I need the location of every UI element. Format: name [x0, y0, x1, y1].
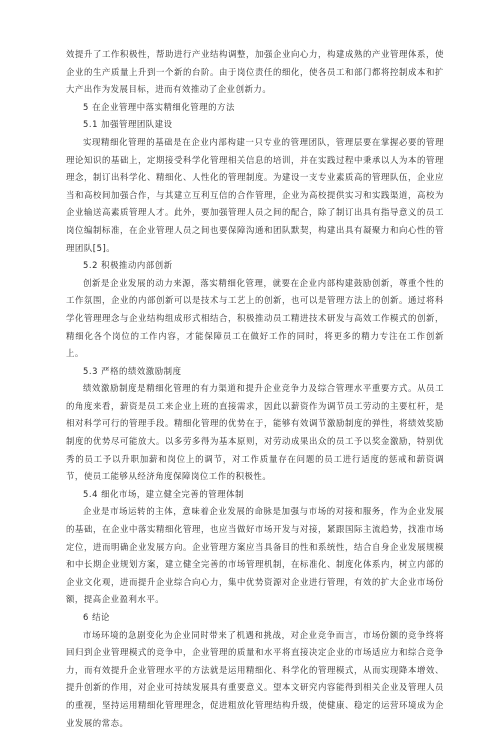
body-paragraph: 绩效激励制度是精细化管理的有力渠道和提升企业竞争力及综合管理水平重要方式。从员工的角度来看，薪资是员工来企业上班的直接需求，因此以薪资作为调节员工劳动的主要杠杆，是相对科学可行的管理手段。精细化管理的优势在于，能够有效调节激励制度的弹性，将绩效奖励制度的优势尽可能放大。以多劳多得为基本原则，对劳动成果出众的员工予以奖金激励，特别优秀的员工予以升职加薪和岗位上的调节，对工作质量存在问题的员工进行适度的惩戒和薪资调节，使员工能够从经济角度保障岗位工作的积极性。	[66, 383, 444, 482]
section-heading: 5 在企业管理中落实精细化管理的方法	[83, 101, 235, 112]
body-paragraph: 实现精细化管理的基础是在企业内部构建一只专业的管理团队，管理层要在掌握必要的管理理论知识的基础上，定期接受科学化管理相关信息的培训，并在实践过程中秉承以人为本的管理理念，制订出科学化、精细化、人性化的管理制度。为建设一支专业素质高的管理队伍，企业应当和高校间加强合作，与其建立互利互信的合作管理，企业为高校提供实习和实践渠道，高校为企业输送高素质管理人才。此外，要加强管理人员之间的配合，除了制订出具有指导意义的员工岗位编制标准，在企业管理人员之间也要保障沟通和团队默契，构建出具有凝聚力和向心性的管理团队[5]。	[66, 136, 444, 253]
subsection-heading: 5.4 细化市场，建立健全完善的管理体制	[83, 488, 244, 499]
body-paragraph: 市场环境的急剧变化为企业同时带来了机遇和挑战，对企业竞争而言，市场份额的竞争终将回归到企业管理模式的竞争中，企业管理的质量和水平将直接决定企业的市场适应力和综合竞争力，而有效提升企业管理水平的方法就是运用精细化、科学化的管理模式，从而实现降本增效、提升创新的作用，对企业可持续发展具有重要意义。望本文研究内容能得到相关企业及管理人员的重视，坚持运用精细化管理理念，促进粗放化管理结构升级，使健康、稳定的运营环境成为企业发展的常态。	[66, 629, 444, 728]
body-paragraph: 创新是企业发展的动力来源，落实精细化管理，就要在企业内部构建鼓励创新，尊重个性的工作氛围，企业的内部创新可以是技术与工艺上的创新，也可以是管理方法上的创新。通过将科学化管理理念与企业结构组成形式相结合，积极推动员工精进技术研发与高效工作模式的创新，精细化各个岗位的工作内容，才能保障员工在做好工作的同时，将更多的精力专注在工作创新上。	[66, 277, 444, 359]
subsection-heading: 5.1 加强管理团队建设	[83, 119, 173, 130]
body-paragraph: 企业是市场运转的主体，意味着企业发展的命脉是加强与市场的对接和服务，作为企业发展的基础，在企业中落实精细化管理，也应当做好市场开发与对接，紧跟国际主流趋势，找准市场定位，进而明确企业发展方向。企业管理方案应当具备目的性和系统性，结合自身企业发展规模和中长期企业规划方案，建立健全完善的市场管理机制，在标准化、制度化体系内，树立内部的企业文化观，进而提升企业综合向心力，集中优势资源对企业进行管理，有效的扩大企业市场份额，提高企业盈利水平。	[66, 506, 444, 605]
section-heading: 6 结论	[83, 612, 110, 622]
subsection-heading: 5.3 严格的绩效激励制度	[83, 365, 182, 376]
body-paragraph: 效提升了工作积极性，帮助进行产业结构调整，加强企业向心力，构建成熟的产业管理体系，使企业的生产质量上升到一个新的台阶。由于岗位责任的细化，使各员工和部门都将控制成本和扩大产出作为发展目标，进而有效推动了企业创新力。	[66, 49, 444, 95]
subsection-heading: 5.2 积极推动内部创新	[83, 260, 173, 271]
